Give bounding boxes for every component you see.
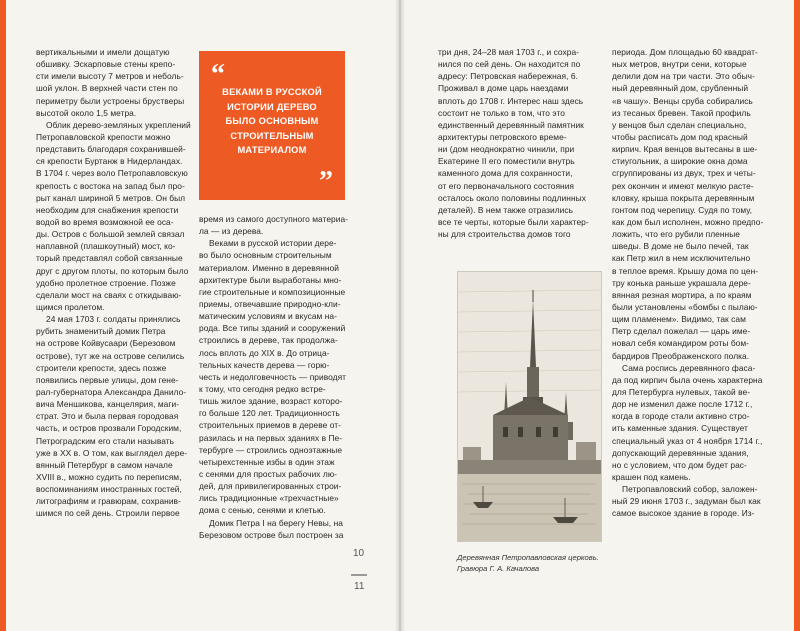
text-line: состоит не только в том, что это — [438, 107, 565, 118]
pull-quote-text — [207, 85, 337, 158]
text-line: деталей). В нем также отразились — [438, 204, 574, 215]
text-line: Березовом острове был построен за — [199, 529, 344, 540]
text-line: тербурге — строились одноэтажные — [199, 444, 343, 455]
text-line: ный 29 июня 1703 г., задуман был как — [612, 496, 761, 507]
text-line: самое высокое здание в городе. Из- — [612, 508, 755, 519]
figure-caption — [457, 552, 599, 574]
text-line: время из самого доступного материа- — [199, 214, 349, 224]
text-line: строительных приемов в дереве от- — [199, 420, 341, 431]
text-line: водой во время возможной ее оса- — [36, 216, 174, 227]
text-line: допускающий деревянные здания, — [612, 447, 749, 458]
text-line: строители крепости, здесь позже — [36, 362, 167, 373]
text-line: вертикальными и имели дощатую — [36, 47, 170, 57]
text-line: необходим для снабжения крепости — [36, 204, 179, 215]
text-line: Петропавловский собор, заложен- — [622, 484, 758, 495]
text-line: дей, для привилегированных строи- — [199, 481, 342, 492]
text-line: вянный Петербург в самом начале — [36, 459, 173, 470]
text-line: крепость с востока на запад был про- — [36, 180, 185, 191]
text-line: рал-губернатора Александра Данило- — [36, 386, 187, 397]
text-line: каменного дома для сохранности, — [438, 168, 573, 179]
page-number-left: 10 — [353, 548, 365, 559]
text-line: когда в городе стали активно стро- — [612, 411, 750, 422]
text-line: бардиров Преображенского полка. — [612, 350, 750, 361]
text-line: БЫЛО ОСНОВНЫМ — [225, 116, 319, 126]
text-line: часть, и остров прозвали Городским, — [36, 423, 182, 434]
text-line: материалом. Именно в деревянной — [199, 262, 340, 273]
right-column-text — [199, 213, 348, 541]
text-line: сгруппированы из двух, трех и четы- — [612, 168, 756, 179]
text-line: рубить знаменитый домик Петра — [36, 326, 166, 337]
text-line: рех окончин и имеют мелкую расте- — [612, 180, 754, 191]
book-gutter — [395, 0, 405, 631]
text-line: от его первоначального состояния — [438, 180, 575, 191]
text-line: Домик Петра I на берегу Невы, на — [209, 517, 343, 528]
text-line: вплоть до 1708 г. Интерес наш здесь — [438, 95, 584, 106]
text-line: периметру были устроены брустверы — [36, 95, 185, 106]
text-line: гонтом под черепицу. Судя по тому, — [612, 204, 753, 215]
text-line: ны для строительства домов того — [438, 229, 571, 240]
text-line: на острове Койвусаари (Березовом — [36, 338, 176, 349]
text-line: страт. Это и была первая городовая — [36, 411, 179, 422]
text-line: специальный указ от 4 ноября 1714 г., — [612, 435, 763, 446]
church-engraving-image — [458, 272, 601, 541]
text-line: тру конька раньше украшала дере- — [612, 277, 751, 288]
text-line: вянная резная мортира, а по краям — [612, 289, 752, 300]
right-page-left-column-text — [438, 46, 589, 240]
text-line: адресу: Петровская набережная, 6. — [438, 71, 578, 82]
text-line: к тому, что сегодня редко встре- — [199, 383, 326, 394]
text-line: тишь жилое здание, возраст которо- — [199, 396, 343, 407]
text-line: обшивку. Эскарповые стены крепо- — [36, 59, 176, 70]
text-line: лось вплоть до XIX в. До отрица- — [199, 347, 330, 358]
left-page — [0, 0, 399, 631]
text-line: стиугольник, а широкие окна дома — [612, 156, 748, 167]
text-line: да под кирпич была очень характерна — [612, 374, 763, 385]
text-line: ных метров, внутри сени, которые — [612, 59, 747, 70]
text-line: вича Меншикова, канцелярия, маги- — [36, 399, 180, 410]
text-line: кловку, крыша покрыта деревянным — [612, 192, 755, 203]
quote-open-icon: “ — [211, 59, 225, 90]
text-line: архитектуре были выработаны мно- — [199, 274, 342, 285]
right-page-right-column-text — [612, 46, 763, 519]
text-line: острове), тут же на острове селились — [36, 350, 185, 361]
text-line: дор не изменил даже после 1712 г., — [612, 399, 753, 410]
left-page-accent-edge — [0, 0, 6, 631]
text-line: три дня, 24–28 мая 1703 г., и сохра- — [438, 47, 580, 57]
text-line: из тесаных бревен. Такой профиль — [612, 107, 751, 118]
text-line: воспоминаниям иностранных гостей, — [36, 484, 182, 495]
text-line: литографиям и гравюрам, сохранив- — [36, 496, 181, 507]
text-line: единственный деревянный памятник — [438, 119, 584, 130]
text-line: приемы, отвечавшие природно-кли- — [199, 298, 341, 309]
text-line: ды. Остров с большой землей связал — [36, 229, 185, 240]
text-line: наплавной (плашкоутный) мост, ко- — [36, 241, 176, 252]
text-line: как Петр жил в нем исключительно — [612, 253, 751, 264]
text-line: торый представлял собой связанные — [36, 253, 183, 264]
text-line: Петроградским его стали называть — [36, 435, 175, 446]
text-line: сделали мост на сваях с откидываю- — [36, 289, 182, 300]
text-line: все те черты, которые были характер- — [438, 216, 589, 227]
text-line: Проживал в доме царь наездами — [438, 83, 569, 94]
text-line: В 1704 г. через воло Петропавловскую — [36, 168, 188, 179]
text-line: 24 мая 1703 г. солдаты принялись — [46, 314, 181, 325]
text-line: с сенями для простых рабочих лю- — [199, 468, 338, 479]
page-number-right: 11 — [354, 581, 365, 592]
text-line: осталось около половины подлинных — [438, 192, 586, 203]
text-line: Петр сделал пожелал — царь име- — [612, 326, 751, 337]
text-line: тельных качеств дерева — горю- — [199, 359, 330, 370]
text-line: сти имели высоту 7 метров и неболь- — [36, 71, 184, 82]
text-line: Петропавловской крепости можно — [36, 131, 171, 142]
text-line: матическим условиям и вкусам на- — [199, 311, 337, 322]
text-line: ложить, что его рубили пленные — [612, 229, 740, 240]
text-line: новал себя командиром роты бом- — [612, 338, 750, 349]
text-line: строились в дереве, так продолжа- — [199, 335, 338, 346]
text-line: гие строительные и композиционные — [199, 286, 346, 297]
engraving-illustration — [457, 271, 602, 542]
text-line: представить благодаря сохранившей- — [36, 144, 186, 155]
text-line: Облик дерево-земляных укреплений — [46, 119, 191, 130]
text-line: Гравюра Г. А. Качалова — [457, 564, 540, 573]
text-line: щимся пролетом. — [36, 301, 105, 312]
text-line: дома с сенью, сенями и клетью. — [199, 505, 326, 516]
text-line: кирпич. Края венцов вытесаны в ше- — [612, 144, 758, 155]
text-line: четырехстенные избы в один этаж — [199, 456, 335, 467]
text-line: шимся по сей день. Строили первое — [36, 508, 180, 519]
text-line: для Петербурга нулевых, такой ве- — [612, 386, 751, 397]
text-line: но с условием, что дом будет рас- — [612, 459, 747, 470]
text-line: появились первые улицы, дом гене- — [36, 374, 179, 385]
text-line: ся крепости Буртанж в Нидерландах. — [36, 156, 183, 167]
text-line: Веками в русской истории дере- — [209, 238, 337, 249]
text-line: рода. Все типы зданий и сооружений — [199, 323, 346, 334]
pull-quote — [199, 51, 345, 200]
text-line: удобно пролетное строение. Позже — [36, 277, 176, 288]
text-line: во было основным строительным — [199, 250, 332, 261]
text-line: ни (дом неоднократно чинили, при — [438, 144, 575, 155]
text-line: «в чашу». Венцы сруба собирались — [612, 95, 753, 106]
text-line: го больше 120 лет. Традиционность — [199, 408, 340, 419]
text-line: разилась и на первых зданиях в Пе- — [199, 432, 343, 443]
text-line: в теплое время. Крышу дома по цен- — [612, 265, 759, 276]
text-line: были установлены «бомбы с пылаю- — [612, 301, 758, 312]
text-line: XVIII в., можно судить по переписям, — [36, 471, 182, 482]
right-page-accent-edge — [794, 0, 800, 631]
text-line: высотой около 1,5 метра. — [36, 107, 137, 118]
text-line: ить каменные здания. Существует — [612, 423, 748, 434]
text-line: ный деревянный дом, срубленный — [612, 83, 749, 94]
text-line: щим пламенем». Видимо, так сам — [612, 314, 746, 325]
text-line: Сама роспись деревянного фаса- — [622, 362, 756, 373]
text-line: ВЕКАМИ В РУССКОЙ — [222, 87, 322, 97]
text-line: МАТЕРИАЛОМ — [237, 145, 307, 155]
left-column-text — [36, 46, 191, 519]
text-line: периода. Дом площадью 60 квадрат- — [612, 47, 758, 57]
text-line: у венцов был сделан специально, — [612, 119, 747, 130]
text-line: уже в XX в. О том, как выглядел дере- — [36, 447, 188, 458]
text-line: шой уклон. В верхней части стен по — [36, 83, 178, 94]
text-line: ла — из дерева. — [199, 226, 264, 237]
text-line: ИСТОРИИ ДЕРЕВО — [227, 101, 317, 112]
text-line: друг с другом плоты, по которым было — [36, 265, 189, 276]
text-line: шведы. В доме не было печей, так — [612, 241, 749, 252]
text-line: архитектуры петровского време- — [438, 131, 567, 142]
text-line: рыт канал шириной 5 метров. Он был — [36, 192, 186, 203]
text-line: Деревянная Петропавловская церковь. — [457, 553, 599, 562]
text-line: честь и недолговечность — приводят — [199, 371, 347, 382]
text-line: Екатерине II его поместили внутрь — [438, 156, 575, 167]
quote-close-icon: ” — [319, 166, 333, 197]
page-number-divider — [351, 574, 367, 576]
text-line: нился по сей день. Он находится по — [438, 59, 581, 70]
text-line: СТРОИТЕЛЬНЫМ — [230, 130, 314, 141]
text-line: как дом был исполнен, можно предпо- — [612, 216, 764, 227]
text-line: лись традиционные «трехчастные» — [199, 493, 339, 504]
text-line: крашен под камень. — [612, 471, 691, 482]
text-line: чтобы расписать дом под красный — [612, 131, 748, 142]
text-line: делили дом на три части. Это обыч- — [612, 71, 755, 82]
